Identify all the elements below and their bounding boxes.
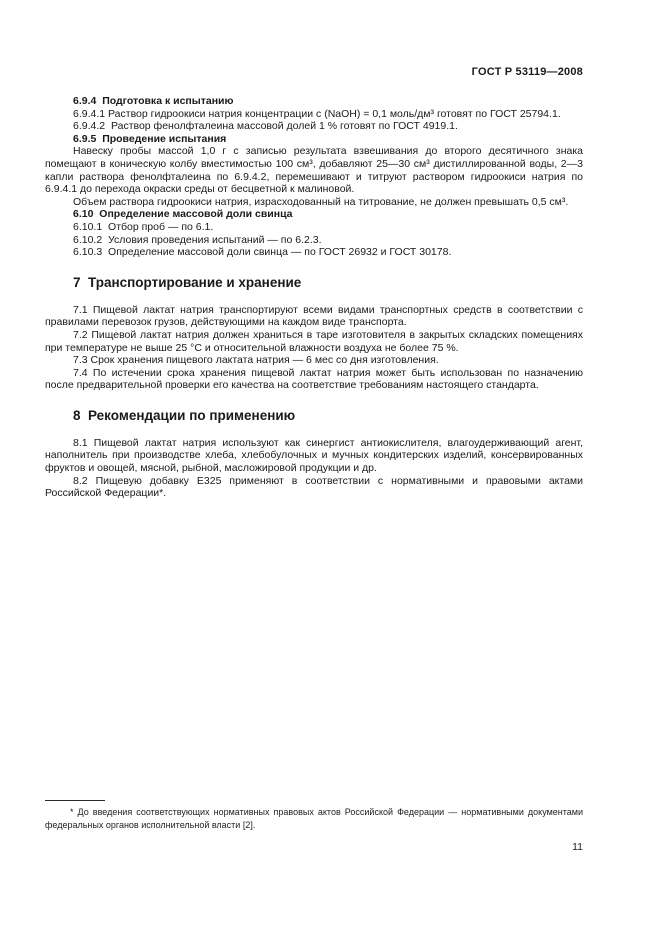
clause-heading-6-10: 6.10 Определение массовой доли свинца: [73, 208, 293, 221]
clause-heading-6-9-5: 6.9.5 Проведение испытания: [73, 132, 227, 145]
section-7-title: 7 Транспортирование и хранение: [73, 274, 302, 290]
paragraph-6-10-2: 6.10.2 Условия проведения испытаний — по 6.2.3.: [73, 233, 322, 246]
section-8-title: 8 Рекомендации по применению: [73, 407, 296, 423]
paragraph-6-10-3: 6.10.3 Определение массовой доли свинца — по ГОСТ 26932 и ГОСТ 30178.: [73, 246, 452, 259]
paragraph-7-2: 7.2 Пищевой лактат натрия должен храниться в таре изготовителя в закрытых складских помещениях при температуре не выше 25 °С и относительной влажности воздуха не более 75 %.: [45, 328, 583, 354]
running-header-doc-code: ГОСТ Р 53119—2008: [471, 66, 583, 78]
footnote-text: * До введения соответствующих нормативных правовых актов Российской Федерации — нормативными документами федеральных органов исполнительной власти [2].: [45, 807, 583, 830]
page-number: 11: [572, 841, 583, 853]
paragraph-8-2: 8.2 Пищевую добавку Е325 применяют в соответствии с нормативными и правовыми актами Российской Федерации*.: [45, 474, 583, 500]
paragraph-7-3: 7.3 Срок хранения пищевого лактата натрия — 6 мес со дня изготовления.: [73, 354, 439, 367]
paragraph-6-9-5-volume: Объем раствора гидроокиси натрия, израсходованный на титрование, не должен превышать 0,5 см³.: [73, 195, 569, 208]
paragraph-6-10-1: 6.10.1 Отбор проб — по 6.1.: [73, 220, 214, 233]
paragraph-6-9-4-1: 6.9.4.1 Раствор гидроокиси натрия концентрации с (NaOH) = 0,1 моль/дм³ готовят по ГОСТ 25794.1.: [73, 107, 561, 120]
clause-heading-6-9-4: 6.9.4 Подготовка к испытанию: [73, 95, 234, 107]
paragraph-6-9-5-procedure: Навеску пробы массой 1,0 г с записью результата взвешивания до второго десятичного знака помещают в коническую колбу вместимостью 100 см³, добавляют 25—30 см³ дистиллированной воды, 2—3 капли раствора фенолфталеина по 6.9.4.2, перемешивают и титруют раствором гидроокиси натрия по 6.9.4.1 до перехода окраски среды от бесцветной к малиновой.: [45, 145, 583, 196]
paragraph-7-1: 7.1 Пищевой лактат натрия транспортируют всеми видами транспортных средств в соответствии с правилами перевозок грузов, действующими на каждом виде транспорта.: [45, 303, 583, 329]
page-content: [45, 95, 583, 500]
paragraph-6-9-4-2: 6.9.4.2 Раствор фенолфталеина массовой долей 1 % готовят по ГОСТ 4919.1.: [73, 120, 458, 133]
paragraph-7-4: 7.4 По истечении срока хранения пищевой лактат натрия может быть использован по назначению после предварительной проверки его качества на соответствие требованиям настоящего стандарта.: [45, 366, 583, 392]
paragraph-8-1: 8.1 Пищевой лактат натрия используют как синергист антиокислителя, влагоудерживающий агент, наполнитель при производстве хлеба, хлебобулочных и мучных кондитерских изделий, консервированных фруктов и овощей, мясной, рыбной, масложировой продукции и др.: [45, 436, 583, 475]
footnote-area: [45, 800, 583, 831]
footnote-divider: [45, 800, 105, 801]
